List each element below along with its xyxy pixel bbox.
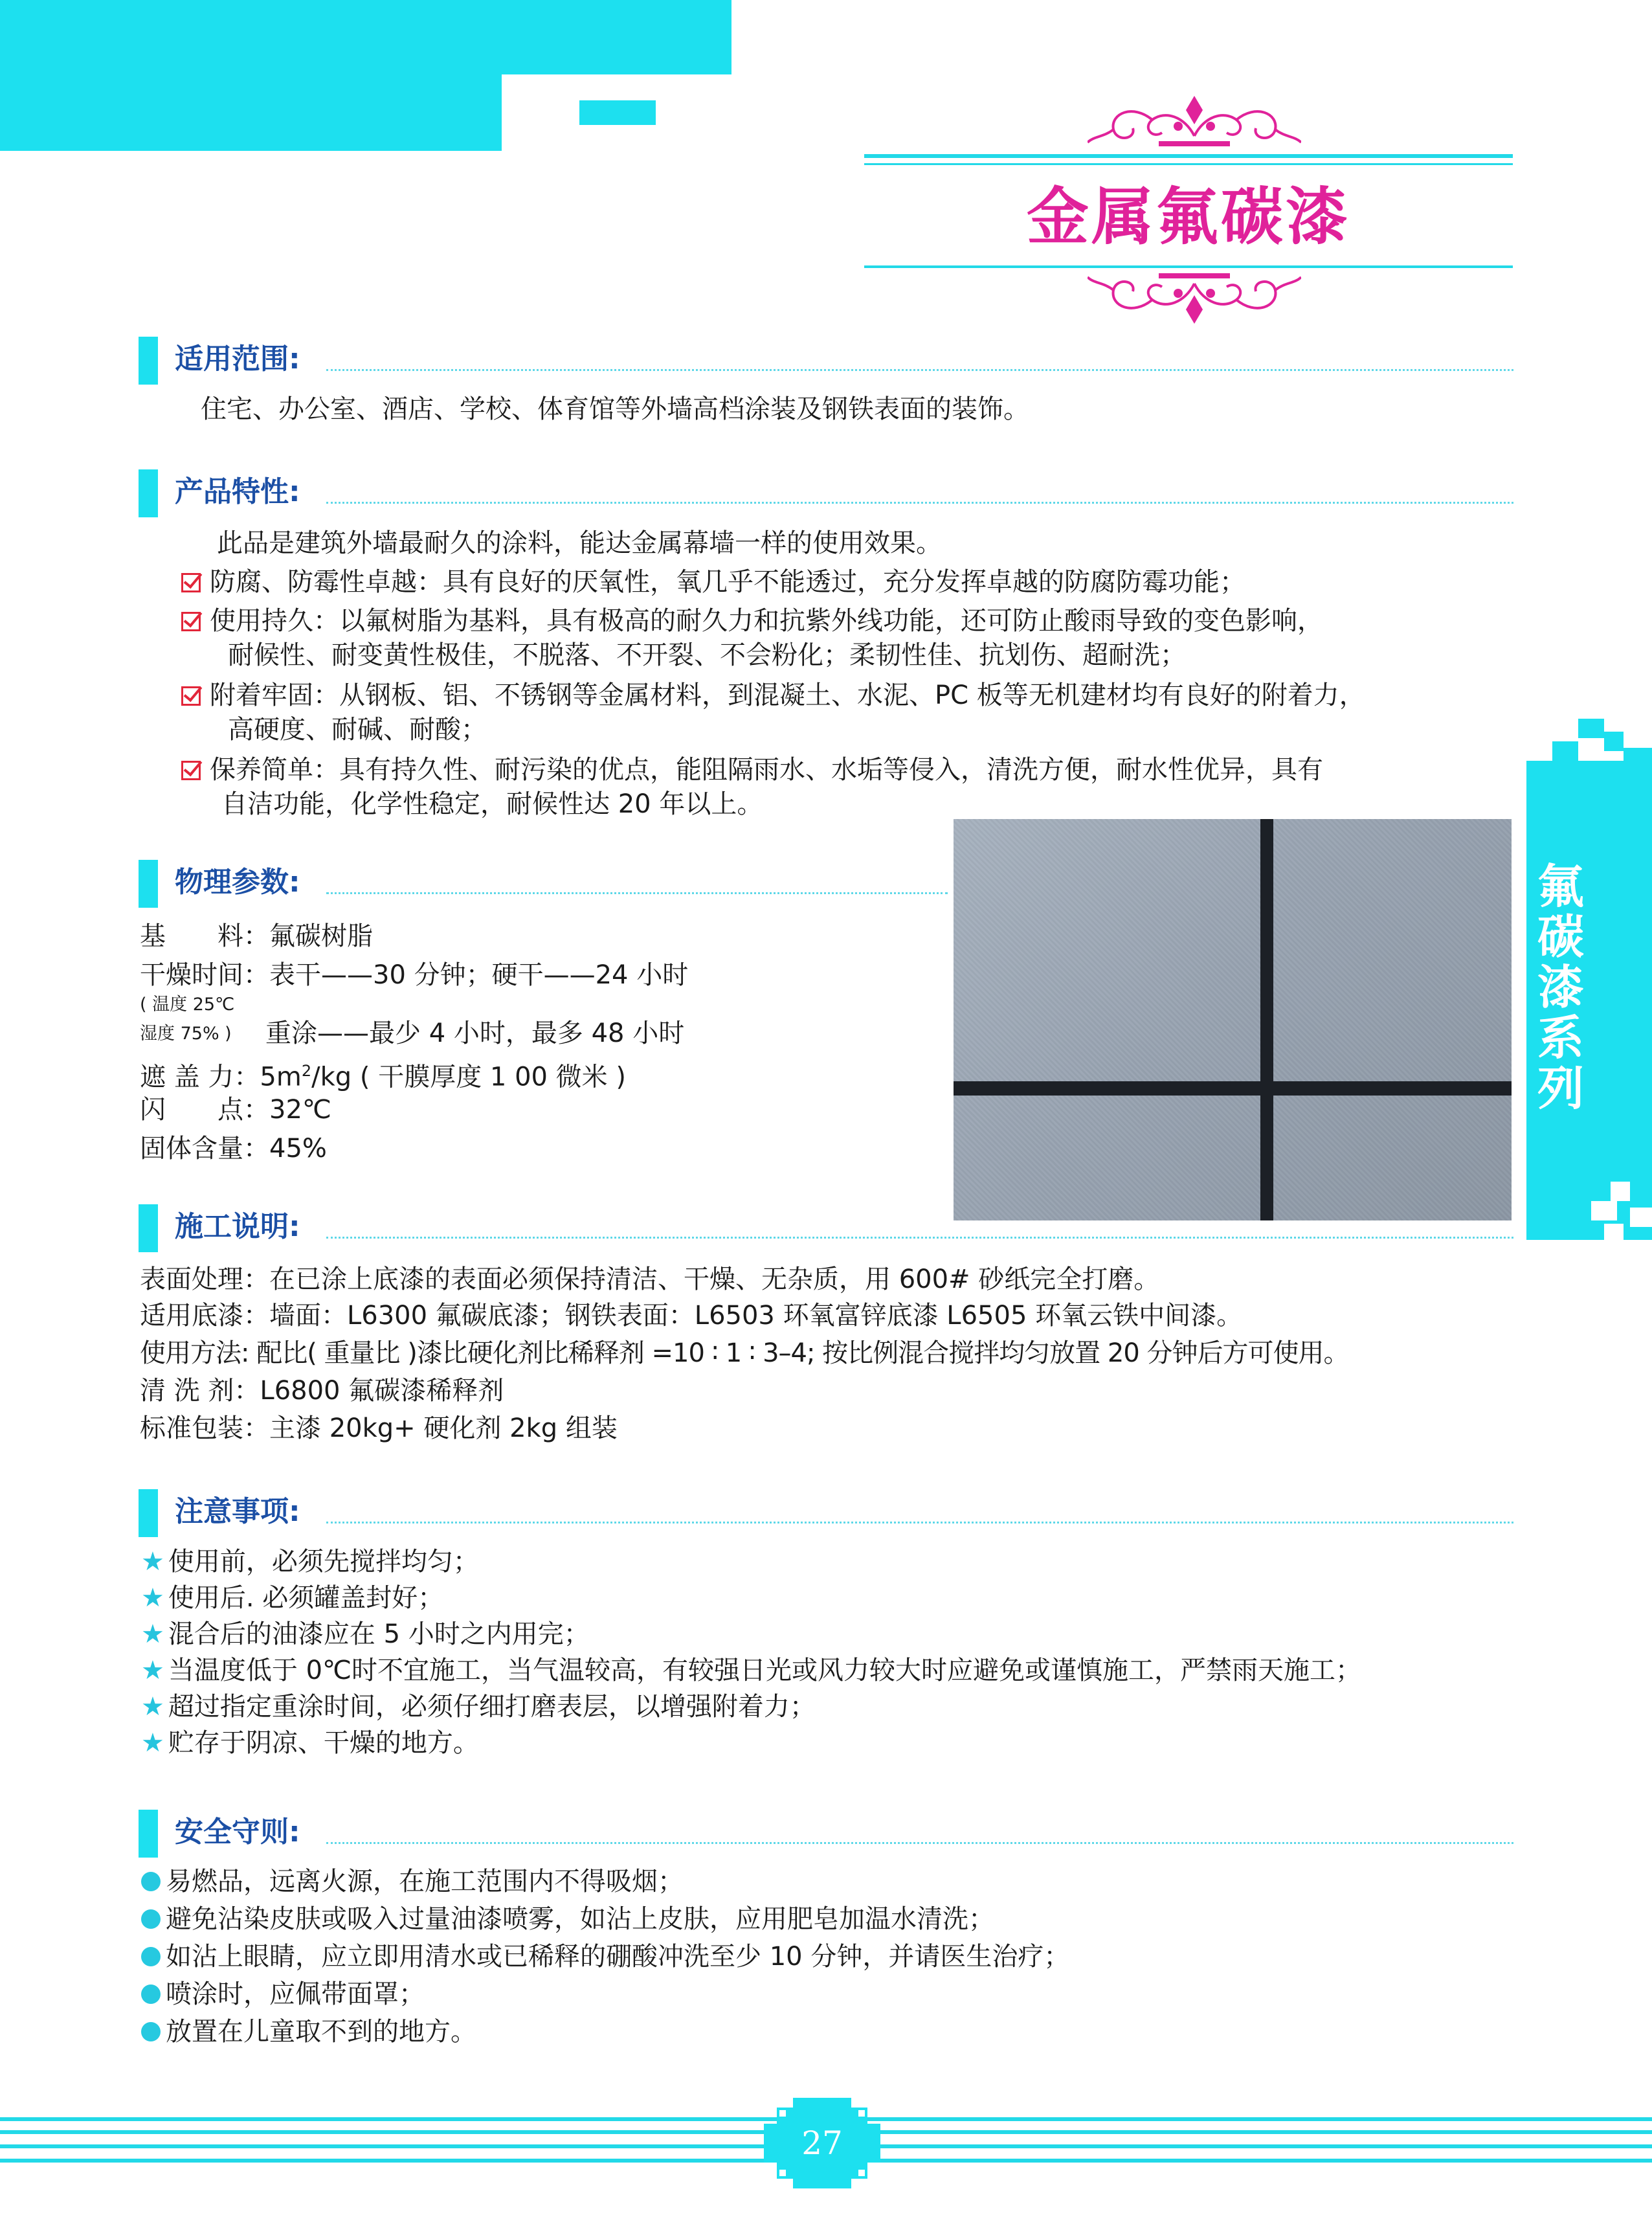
star-bullet-icon: ★ <box>141 1583 164 1613</box>
panel-joint-horizontal <box>954 1081 1512 1096</box>
section-application-header <box>139 1204 1513 1256</box>
dotted-rule <box>326 1237 1513 1239</box>
checkbox-icon <box>181 573 201 592</box>
section-scope-heading: 适用范围: <box>175 343 300 376</box>
checkbox-icon <box>181 612 201 631</box>
series-side-tab-label: 氟碳漆系列 <box>1537 859 1584 1116</box>
application-line: 表面处理：在已涂上底漆的表面必须保持清洁、干燥、无杂质，用 600# 砂纸完全打磨。 <box>140 1265 1160 1294</box>
star-bullet-icon: ★ <box>141 1547 164 1577</box>
panel-joint-vertical <box>1260 819 1273 1220</box>
title-rule-top-thick <box>864 154 1513 158</box>
checkbox-icon <box>181 761 201 780</box>
param-base: 基 料：氟碳树脂 <box>140 921 373 951</box>
section-scope-header <box>139 337 1513 388</box>
safety-item: 如沾上眼睛，应立即用清水或已稀释的硼酸冲洗至少 10 分钟，并请医生治疗； <box>141 1940 1069 1973</box>
title-rule-bottom <box>864 265 1513 268</box>
note-item: ★ 当温度低于 0℃时不宜施工，当气温较高，有较强日光或风力较大时应避免或谨慎施工，严禁雨天施工； <box>141 1656 1361 1685</box>
title-rule-top-thin <box>864 163 1513 165</box>
note-item: ★ 贮存于阴凉、干燥的地方。 <box>141 1728 479 1758</box>
title-ornament-bottom <box>1088 271 1301 329</box>
safety-item: 放置在儿童取不到的地方。 <box>141 2015 476 2049</box>
page-number: 27 <box>801 2124 843 2162</box>
note-item: ★ 使用后. 必须罐盖封好； <box>141 1583 444 1613</box>
application-line: 清 洗 剂：L6800 氟碳漆稀释剂 <box>140 1376 504 1406</box>
dot-bullet-icon <box>141 1984 161 2004</box>
param-condition-temp: ( 温度 25℃ <box>140 995 235 1015</box>
header-block-main <box>0 0 731 74</box>
param-flash-point: 闪 点：32℃ <box>140 1095 331 1125</box>
section-physical-heading: 物理参数: <box>175 866 300 899</box>
dotted-rule <box>326 1522 1513 1523</box>
product-sample-photo <box>954 819 1512 1220</box>
features-intro: 此品是建筑外墙最耐久的涂料，能达金属幕墙一样的使用效果。 <box>217 528 942 558</box>
section-marker <box>139 1489 158 1537</box>
param-solids: 固体含量：45% <box>140 1134 327 1164</box>
application-line: 适用底漆：墙面：L6300 氟碳底漆；钢铁表面：L6503 环氧富锌底漆 L6505 环氧云铁中间漆。 <box>140 1301 1243 1331</box>
title-ornament-top <box>1088 91 1301 149</box>
application-line: 标准包装：主漆 20kg+ 硬化剂 2kg 组装 <box>140 1413 618 1443</box>
section-marker <box>139 469 158 517</box>
safety-item: 易燃品，远离火源，在施工范围内不得吸烟； <box>141 1865 684 1898</box>
section-application-heading: 施工说明: <box>175 1210 300 1243</box>
scope-text: 住宅、办公室、酒店、学校、体育馆等外墙高档涂装及钢铁表面的装饰。 <box>201 394 1029 424</box>
section-physical-header <box>139 860 948 912</box>
section-notes-heading: 注意事项: <box>175 1495 300 1528</box>
dot-bullet-icon <box>141 2022 161 2041</box>
header-block-small <box>579 100 656 125</box>
feature-item: 附着牢固：从钢板、铝、不锈钢等金属材料，到混凝土、水泥、PC 板等无机建材均有良好的附着力， <box>181 679 1365 712</box>
section-marker <box>139 1810 158 1858</box>
note-item: ★ 混合后的油漆应在 5 小时之内用完； <box>141 1619 590 1649</box>
section-marker <box>139 337 158 385</box>
safety-item: 喷涂时，应佩带面罩； <box>141 1977 425 2011</box>
section-marker <box>139 1204 158 1252</box>
param-condition-humidity: 湿度 75% ) <box>140 1024 232 1044</box>
panel-texture <box>954 819 1512 1220</box>
checkbox-icon <box>181 686 201 706</box>
star-bullet-icon: ★ <box>141 1692 164 1722</box>
header-block-lower <box>0 74 502 151</box>
section-safety-heading: 安全守则: <box>175 1816 300 1849</box>
param-recoat: 重涂——最少 4 小时，最多 48 小时 <box>265 1018 685 1048</box>
dot-bullet-icon <box>141 1947 161 1966</box>
feature-item: 防腐、防霉性卓越：具有良好的厌氧性，氧几乎不能透过，充分发挥卓越的防腐防霉功能； <box>181 565 1245 599</box>
feature-item: 使用持久：以氟树脂为基料，具有极高的耐久力和抗紫外线功能，还可防止酸雨导致的变色影响， <box>181 604 1323 638</box>
star-bullet-icon: ★ <box>141 1728 164 1758</box>
dot-bullet-icon <box>141 1909 161 1929</box>
dotted-rule <box>326 369 1513 371</box>
dotted-rule <box>326 892 948 894</box>
star-bullet-icon: ★ <box>141 1619 164 1649</box>
section-safety-header <box>139 1810 1513 1861</box>
page-title: 金属氟碳漆 <box>1027 180 1350 253</box>
star-bullet-icon: ★ <box>141 1656 164 1685</box>
note-item: ★ 使用前，必须先搅拌均匀； <box>141 1547 479 1577</box>
feature-item: 保养简单：具有持久性、耐污染的优点，能阻隔雨水、水垢等侵入，清洗方便，耐水性优异，具有 <box>181 753 1323 787</box>
feature-item-continuation: 高硬度、耐碱、耐酸； <box>228 715 487 745</box>
safety-item: 避免沾染皮肤或吸入过量油漆喷雾，如沾上皮肤，应用肥皂加温水清洗； <box>141 1902 994 1936</box>
section-marker <box>139 860 158 908</box>
section-features-heading: 产品特性: <box>175 475 300 508</box>
section-notes-header <box>139 1489 1513 1541</box>
dotted-rule <box>326 502 1513 504</box>
param-coverage: 遮 盖 力：$5m^2/kg$ ( 干膜厚度 1 00 微米 ) <box>140 1062 627 1092</box>
application-line: 使用方法: 配比( 重量比 )漆比硬化剂比稀释剂 =10 ∶ 1 ∶ 3–4; 按比例混合搅拌均匀放置 20 分钟后方可使用。 <box>140 1338 1349 1368</box>
dot-bullet-icon <box>141 1872 161 1891</box>
section-features-header <box>139 469 1513 521</box>
feature-item-continuation: 耐候性、耐变黄性极佳，不脱落、不开裂、不会粉化；柔韧性佳、抗划伤、超耐洗； <box>228 640 1186 670</box>
dotted-rule <box>326 1842 1513 1844</box>
feature-item-continuation: 自洁功能，化学性稳定，耐候性达 20 年以上。 <box>221 789 763 819</box>
param-dry-time: 干燥时间：表干——30 分钟；硬干——24 小时 <box>140 960 689 990</box>
note-item: ★ 超过指定重涂时间，必须仔细打磨表层，以增强附着力； <box>141 1692 816 1722</box>
